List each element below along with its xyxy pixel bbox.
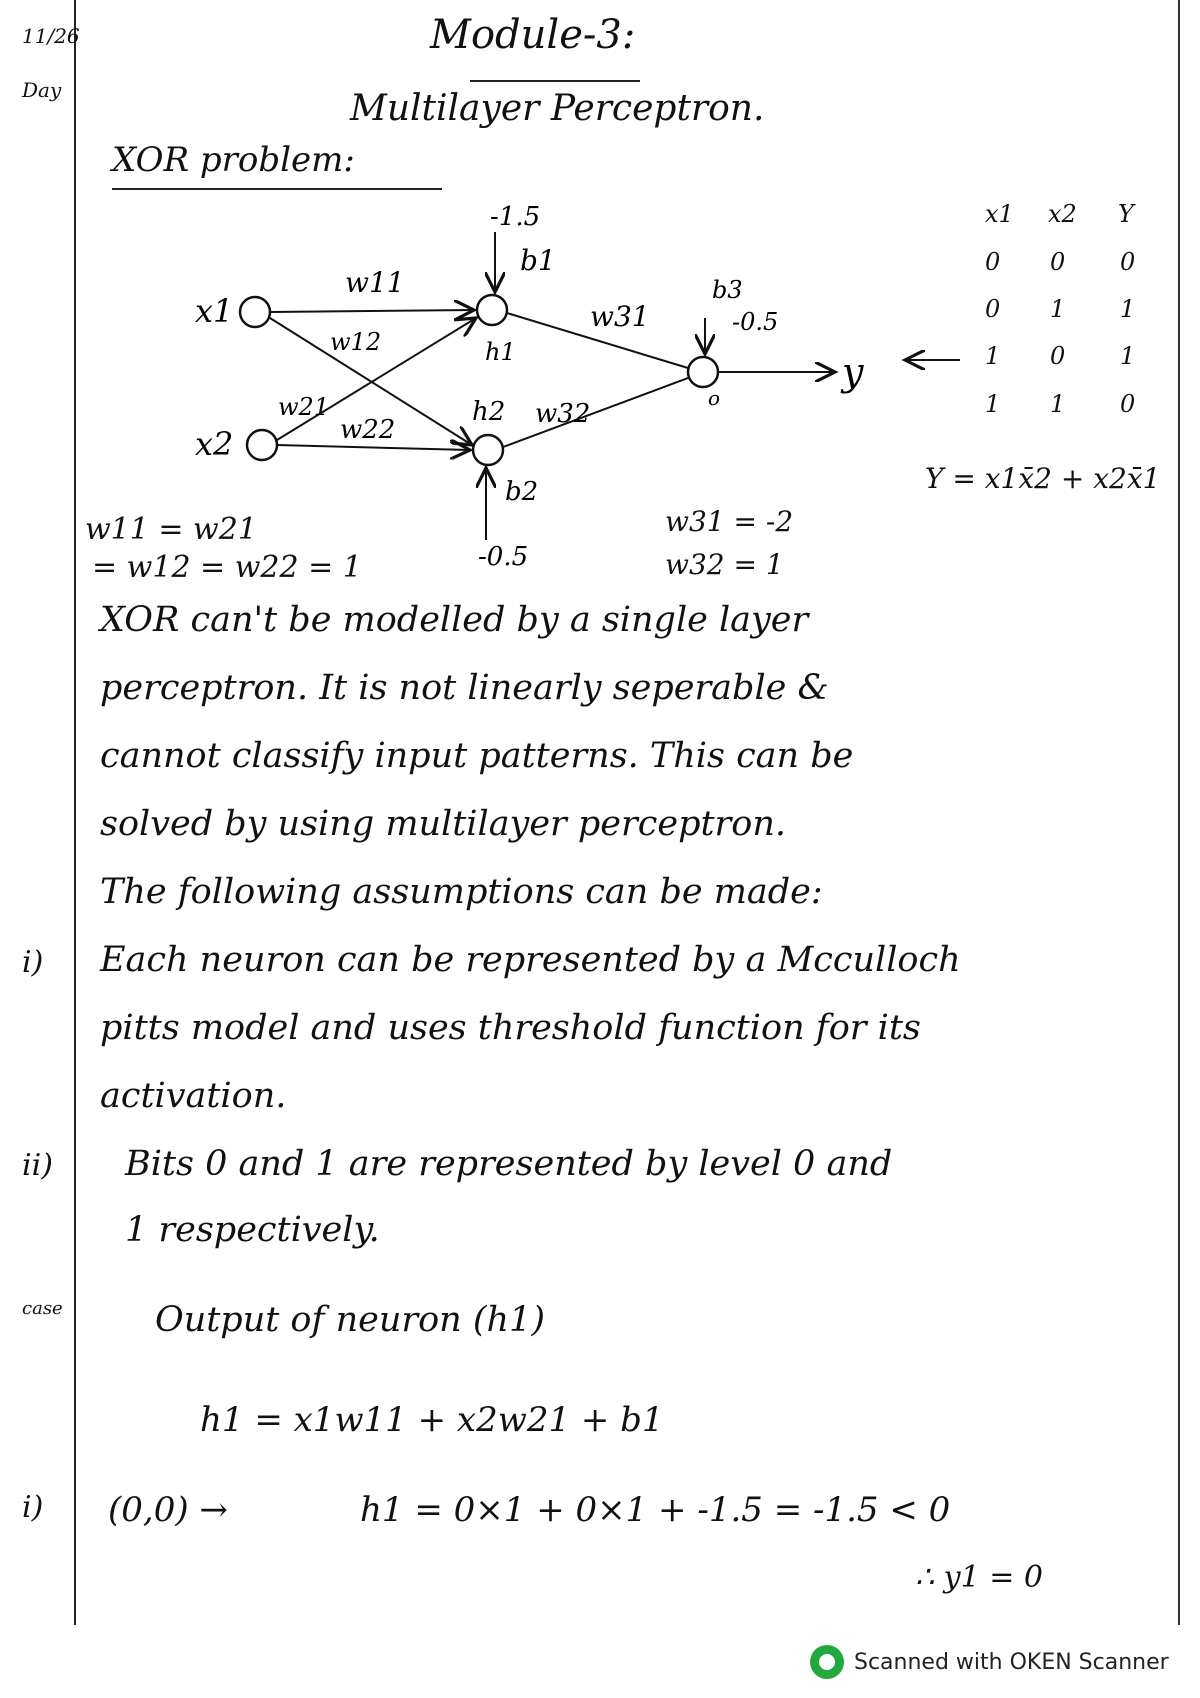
label-w11: w11 bbox=[345, 266, 405, 299]
truth-cell: 0 bbox=[1120, 248, 1136, 276]
weights-right-line1: w31 = -2 bbox=[665, 505, 794, 538]
case-label: i) bbox=[22, 1490, 44, 1525]
label-h2: h2 bbox=[472, 397, 506, 427]
label-b2: b2 bbox=[505, 477, 539, 507]
scanner-text: Scanned with OKEN Scanner bbox=[854, 1649, 1169, 1675]
paragraph-line: perceptron. It is not linearly seperable & bbox=[100, 668, 829, 708]
assumption-line: 1 respectively. bbox=[125, 1210, 380, 1250]
truth-cell: 1 bbox=[1050, 295, 1066, 323]
assumption-label: ii) bbox=[22, 1148, 53, 1183]
truth-cell: 0 bbox=[1050, 342, 1066, 370]
label-b1: b1 bbox=[520, 244, 556, 277]
truth-header-y: Y bbox=[1118, 200, 1134, 228]
hidden-node-h2 bbox=[473, 435, 503, 465]
input-node-x2 bbox=[247, 430, 277, 460]
case-input: (0,0) → bbox=[108, 1490, 228, 1530]
label-h1: h1 bbox=[485, 338, 516, 366]
paragraph-line: XOR can't be modelled by a single layer bbox=[100, 600, 809, 640]
day-note: Day bbox=[22, 78, 62, 102]
xor-network-diagram bbox=[0, 0, 1200, 600]
truth-cell: 1 bbox=[1050, 390, 1066, 418]
edge-w22 bbox=[277, 445, 470, 450]
truth-cell: 0 bbox=[985, 295, 1001, 323]
paragraph-line: The following assumptions can be made: bbox=[100, 872, 823, 912]
label-b3: b3 bbox=[712, 276, 743, 304]
page-title: Module-3: bbox=[430, 12, 636, 58]
truth-cell: 1 bbox=[1120, 295, 1136, 323]
truth-header-x1: x1 bbox=[985, 200, 1014, 228]
assumption-line: Bits 0 and 1 are represented by level 0 and bbox=[125, 1144, 893, 1184]
truth-cell: 1 bbox=[985, 342, 1001, 370]
xor-heading: XOR problem: bbox=[112, 140, 355, 180]
truth-cell: 0 bbox=[1050, 248, 1066, 276]
case-margin-label: case bbox=[22, 1298, 63, 1319]
label-x1: x1 bbox=[195, 292, 234, 330]
label-x2: x2 bbox=[195, 425, 234, 463]
scanner-watermark bbox=[810, 1645, 1169, 1679]
label-w32: w32 bbox=[535, 399, 591, 429]
label-b3-value: -0.5 bbox=[732, 308, 779, 336]
h1-equation: h1 = x1w11 + x2w21 + b1 bbox=[200, 1400, 664, 1440]
label-b2-value: -0.5 bbox=[478, 542, 529, 572]
edge-w32 bbox=[503, 378, 688, 447]
label-y: y bbox=[842, 350, 864, 394]
output-heading: Output of neuron (h1) bbox=[155, 1300, 545, 1340]
assumption-line: pitts model and uses threshold function for its bbox=[100, 1008, 921, 1048]
truth-cell: 1 bbox=[1120, 342, 1136, 370]
truth-cell: 0 bbox=[985, 248, 1001, 276]
paragraph-line: solved by using multilayer perceptron. bbox=[100, 804, 787, 844]
label-w12: w12 bbox=[330, 328, 382, 356]
assumption-label: i) bbox=[22, 945, 44, 980]
paragraph-line: cannot classify input patterns. This can be bbox=[100, 736, 854, 776]
truth-cell: 1 bbox=[985, 390, 1001, 418]
subtitle: Multilayer Perceptron. bbox=[350, 88, 765, 129]
date-note: 11/26 bbox=[22, 24, 80, 48]
output-node bbox=[688, 357, 718, 387]
xor-formula: Y = x1x̄2 + x2x̄1 bbox=[925, 462, 1161, 495]
weights-right-line2: w32 = 1 bbox=[665, 548, 784, 581]
hidden-node-h1 bbox=[477, 295, 507, 325]
case-result: ∴ y1 = 0 bbox=[915, 1560, 1043, 1595]
truth-cell: 0 bbox=[1120, 390, 1136, 418]
case-calculation: h1 = 0×1 + 0×1 + -1.5 = -1.5 < 0 bbox=[360, 1490, 951, 1530]
edge-w11 bbox=[270, 310, 474, 312]
weights-left-line2: = w12 = w22 = 1 bbox=[92, 550, 362, 585]
label-b1-value: -1.5 bbox=[490, 202, 541, 232]
input-node-x1 bbox=[240, 297, 270, 327]
label-w31: w31 bbox=[590, 300, 650, 333]
label-o: o bbox=[708, 386, 721, 410]
oken-logo-icon bbox=[810, 1645, 844, 1679]
weights-left-line1: w11 = w21 bbox=[85, 512, 257, 547]
label-w21: w21 bbox=[278, 393, 330, 421]
label-w22: w22 bbox=[340, 415, 396, 445]
assumption-line: activation. bbox=[100, 1076, 287, 1116]
truth-header-x2: x2 bbox=[1048, 200, 1077, 228]
assumption-line: Each neuron can be represented by a Mcculloch bbox=[100, 940, 961, 980]
